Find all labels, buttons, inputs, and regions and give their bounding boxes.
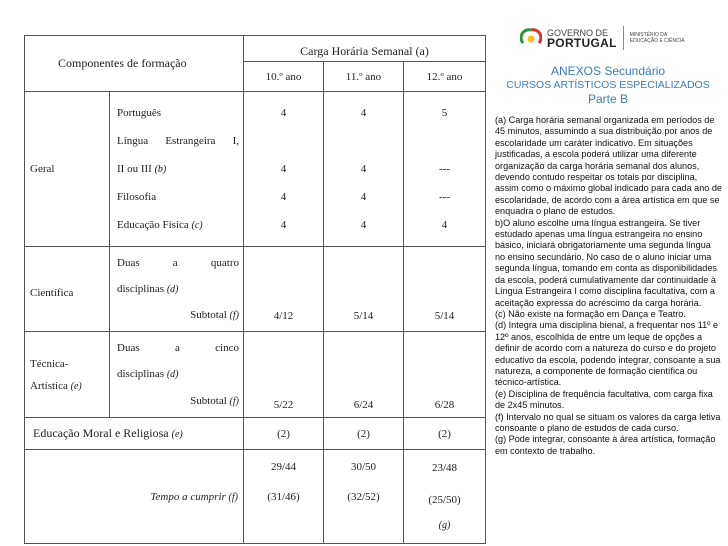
footnote-d: (d) Integra uma disciplina bienal, a frequentar nos 11º e 12º anos, escolhida de entre um leque de opções a definir de acordo com a natureza do curso e do projeto educativo da escola, podendo integrar, consoante a sua natureza, a componente de formação científica ou técnico-artística. — [495, 320, 721, 388]
cientifica-11: 5/14 — [324, 247, 404, 332]
tecnica-subtotal: Subtotal (f) — [190, 395, 239, 408]
geral-12: 5 --- --- 4 — [404, 92, 486, 247]
year-11-header: 11.º ano — [324, 62, 404, 92]
subject-ed-fisica: Educação Física (c) — [117, 219, 203, 231]
load-header: Carga Horária Semanal (a) — [244, 36, 486, 62]
cientifica-label: Científica — [25, 247, 110, 332]
footnote-c: (c) Não existe na formação em Dança e Teatro. — [495, 308, 686, 319]
geral-subjects — [110, 92, 244, 247]
year-12-header: 12.º ano — [404, 62, 486, 92]
tempo-12: 23/48 (25/50) (g) — [404, 450, 486, 544]
gov-divider — [623, 26, 624, 50]
tempo-label: Tempo a cumprir (f) — [25, 450, 244, 544]
subject-lingua-2: II ou III (b) — [117, 163, 167, 175]
cientifica-12: 5/14 — [404, 247, 486, 332]
cientifica-desc: Duas a quatro disciplinas (d) Subtotal (f) — [110, 247, 244, 332]
tecnica-desc: Duas a cinco disciplinas (d) Subtotal (f) — [110, 332, 244, 418]
geral-11: 4 4 4 4 — [324, 92, 404, 247]
ministry-name: MINISTÉRIO DA EDUCAÇÃO E CIÊNCIA — [629, 32, 685, 44]
tecnica-label: Técnica- Artística (e) — [25, 332, 110, 418]
moral-11: (2) — [324, 418, 404, 450]
footnote-g: (g) Pode integrar, consoante à área artística, formação em contexto de trabalho. — [495, 434, 716, 456]
subject-portugues: Português — [117, 107, 161, 119]
government-logo — [520, 26, 690, 50]
portugal-emblem-icon — [520, 27, 542, 49]
cientifica-subtotal: Subtotal (f) — [190, 309, 239, 321]
footnote-f: (f) Intervalo no qual se situam os valores da carga letiva consoante o plano de estudos de cada curso. — [495, 411, 721, 433]
tecnica-10: 5/22 — [244, 332, 324, 418]
curriculum-table — [24, 35, 485, 545]
gov-line1: GOVERNO DE — [547, 28, 609, 38]
lingua-note: (b) — [154, 164, 167, 175]
tempo-note-g: (g) — [438, 520, 451, 532]
components-header: Componentes de formação — [25, 36, 244, 92]
anexos-title: ANEXOS Secundário — [550, 64, 666, 78]
year-10-header: 10.º ano — [244, 62, 324, 92]
tempo-10: 29/44 (31/46) — [244, 450, 324, 544]
footnote-b: b)O aluno escolhe uma língua estrangeira. Se tiver estudado apenas uma língua estrangeira no ensino básico, iniciará obrigatoriamente uma segunda língua no ensino secundário. No caso de o aluno iniciar uma segunda língua, tomando em conta as disponibilidades da escola, poderá cumulativamente dar continuidade à Língua Estrangeira I como disciplina facultativa, com a aceitação expressa do acréscimo da carga horária. — [495, 217, 717, 308]
moral-10: (2) — [244, 418, 324, 450]
subject-lingua-1: Língua Estrangeira I, — [117, 135, 239, 147]
geral-10: 4 4 4 4 — [244, 92, 324, 247]
footnote-e: (e) Disciplina de frequência facultativa, com carga fixa de 2x45 minutos. — [495, 388, 713, 411]
tecnica-11: 6/24 — [324, 332, 404, 418]
ed-fisica-note: (c) — [191, 220, 203, 231]
anexos-heading — [490, 64, 726, 106]
subject-filosofia: Filosofia — [117, 191, 157, 203]
gov-line2: PORTUGAL — [547, 36, 617, 50]
tecnica-12: 6/28 — [404, 332, 486, 418]
anexos-subtitle: CURSOS ARTÍSTICOS ESPECIALIZADOS — [506, 79, 710, 91]
anexos-part: Parte B — [587, 92, 629, 106]
moral-12: (2) — [404, 418, 486, 450]
geral-label: Geral — [25, 92, 110, 247]
cientifica-10: 4/12 — [244, 247, 324, 332]
moral-label: Educação Moral e Religiosa (e) — [25, 418, 244, 450]
footnote-a: (a) Carga horária semanal organizada em períodos de 45 minutos, assumindo a sua distribuição por anos de escolaridade um caráter indicativo. Em situações justificadas, a escola poderá utilizar uma diferente organização da carga horária semanal dos alunos, devendo contudo respeitar os totais por disciplina, assim como o máximo global indicado para cada ano de escolaridade, de acordo com a área artística em que se enquadra o plano de estudos. — [495, 115, 722, 217]
tempo-11: 30/50 (32/52) — [324, 450, 404, 544]
footnotes — [495, 115, 722, 457]
